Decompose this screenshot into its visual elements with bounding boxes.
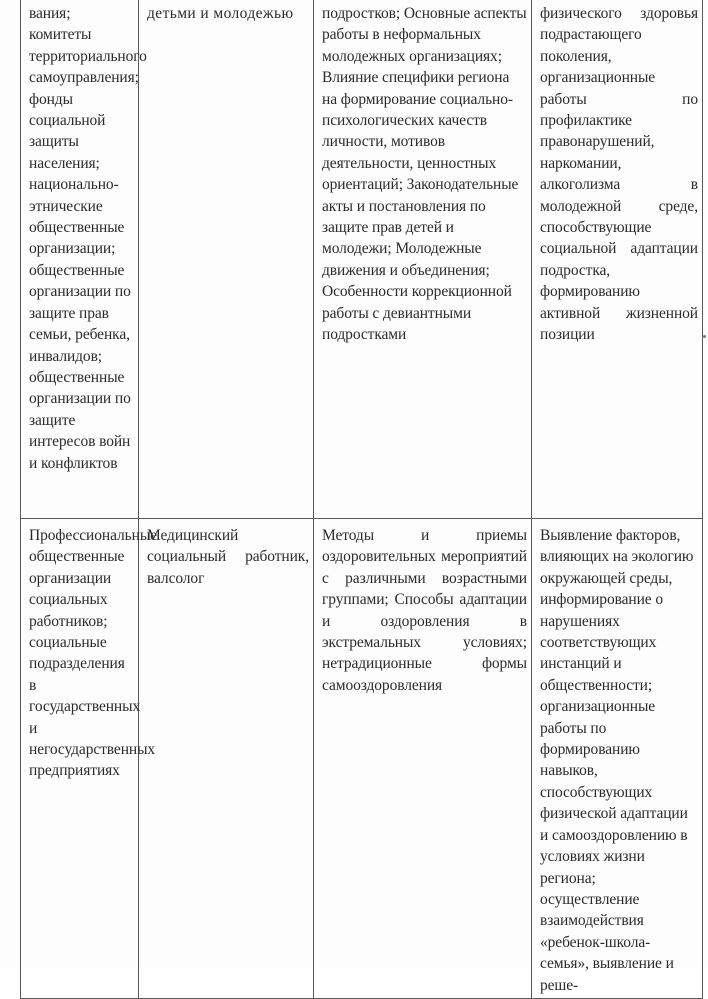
table-cell — [532, 519, 703, 999]
table-cell — [139, 519, 314, 999]
cell-text: физического здоровья подрастающего поколения, организационные работы по профилактике правонарушений, наркомании, алкоголизма в молодежной среде, способствующие социальной адаптации подростка, формированию активной жизненной позиции — [540, 5, 698, 344]
cell-text: Профессиональные общественные организации социальных работников; социальные подразделения в государственных и негосударственных предприятиях — [29, 527, 157, 780]
cell-text: детьми и молодежью — [147, 5, 294, 22]
table-row — [21, 519, 703, 999]
table-cell — [314, 519, 532, 999]
content-table — [20, 0, 703, 999]
cell-text: Медицинский социальный работник, валсолог — [147, 527, 309, 587]
cell-text: Выявление факторов, влияющих на экологию окружающей среды, информирование о нарушениях соответствующих инстанций и общественности; организационные работы по формированию навыков, способствующих физической адаптации и самооздоровлению в условиях жизни региона; осуществление взаимодействия «ребенок-школа-семья», выявление и реше- — [540, 527, 694, 994]
table-cell — [21, 0, 147, 519]
table-cell — [314, 0, 532, 519]
table-cell — [21, 519, 157, 999]
cell-text: Методы и приемы оздоровительных мероприятий с различными возрастными группами; Способы адаптации и оздоровления в экстремальных условиях; нетрадиционные формы самооздоровления — [322, 527, 527, 694]
scan-speck — [703, 335, 706, 338]
table-cell — [532, 0, 703, 519]
cell-text: подростков; Основные аспекты работы в неформальных молодежных организациях; Влияние специфики региона на формирование социально-психологических качеств личности, мотивов деятельности, ценностных ориентаций; Законодательные акты и постановления по защите прав детей и молодежи; Молодежные движения и объединения; Особенности коррекционной работы с девиантными подростками — [322, 5, 527, 344]
table-cell — [139, 0, 314, 519]
cell-text: вания; комитеты территориального самоуправления; фонды социальной защиты населения; национально-этнические общественные организации; общественные организации по защите прав семьи, ребенка, инвалидов; общественные организации по защите интересов войн и конфликтов — [29, 5, 147, 472]
table-row — [21, 0, 703, 519]
